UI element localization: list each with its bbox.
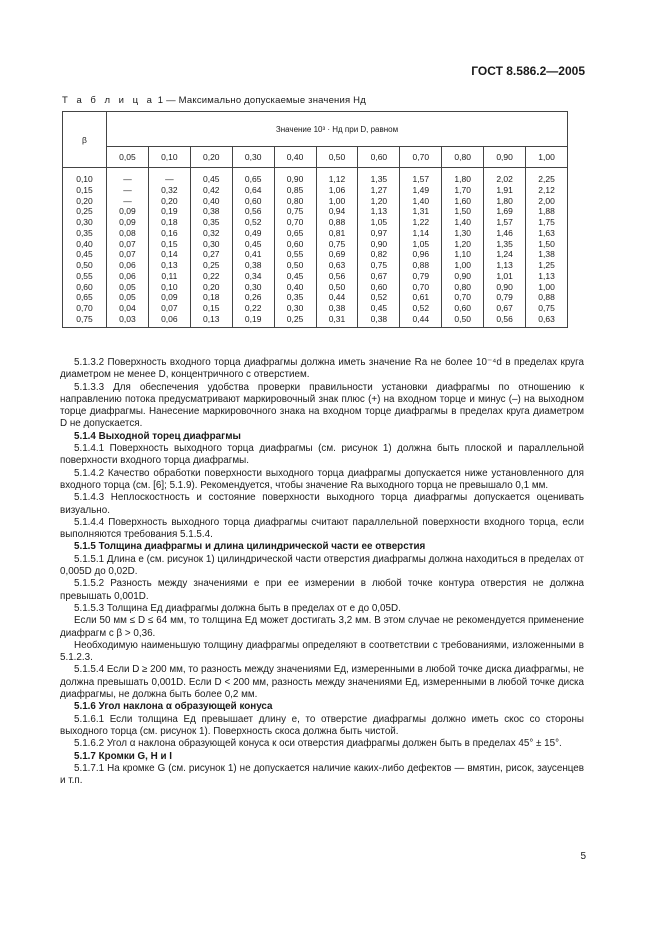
table-col-header: 0,60: [358, 147, 400, 168]
table-col-header: 0,20: [190, 147, 232, 168]
paragraph: 5.1.4.4 Поверхность выходного торца диафрагмы считают параллельной поверхности входного торца, если выполняются требования 5.1.5.4.: [60, 516, 584, 541]
table-col-header: 0,30: [232, 147, 274, 168]
paragraph: 5.1.6.1 Если толщина Eд превышает длину e, то отверстие диафрагмы должно иметь скос со стороны выходного торца (см. рисунок 1). Поверхность скоса должна быть чистой.: [60, 713, 584, 737]
table-col-header: 0,70: [400, 147, 442, 168]
table-col-header: 0,50: [316, 147, 358, 168]
paragraph: 5.1.6.2 Угол α наклона образующей конуса к оси отверстия диафрагмы должен быть в пределах 45° ± 15°.: [74, 738, 562, 750]
paragraph: 5.1.7.1 На кромке G (см. рисунок 1) не допускается наличие каких-либо дефектов — вмятин, рисок, заусенцев и т.п.: [60, 762, 584, 787]
table-col-header: 1,00: [526, 147, 568, 168]
paragraph: 5.1.5.1 Длина e (см. рисунок 1) цилиндрической части отверстия диафрагмы должна находиться в пределах от 0,005D до 0,02D.: [60, 553, 584, 578]
paragraph: 5.1.4.2 Качество обработки поверхности выходного торца диафрагмы допускается ниже установленного для входного торца (см. [6]; 5.1.9). Рекомендуется, чтобы значение Ra выходного торца не превышало 0,1 мм.: [60, 467, 584, 491]
table-col-header: 0,90: [484, 147, 526, 168]
paragraph: Если 50 мм ≤ D ≤ 64 мм, то толщина Eд может достигать 3,2 мм. В этом случае не рекомендуется применение диафрагм с β > 0,36.: [60, 615, 584, 639]
table-col-header: 0,05: [107, 147, 149, 168]
section-heading: 5.1.6 Угол наклона α образующей конуса: [74, 701, 273, 713]
table-data-column: 2,02 1,91 1,80 1,69 1,57 1,46 1,35 1,24 1,13 1,01 0,90 0,79 0,67 0,56: [484, 168, 526, 328]
paragraph: Необходимую наименьшую толщину диафрагмы определяют в соответствии с требованиями, изложенными в 5.1.2.3.: [60, 639, 584, 664]
section-heading: 5.1.7 Кромки G, H и I: [74, 750, 173, 762]
paragraph: 5.1.4.3 Неплоскостность и состояние поверхности выходного торца диафрагмы допускается оценивать визуально.: [60, 492, 584, 516]
table-caption-prefix: Т а б л и ц а: [62, 95, 155, 106]
table-caption: [62, 95, 366, 106]
table-data-column: — — — 0,09 0,09 0,08 0,07 0,07 0,06 0,06 0,05 0,05 0,04 0,03: [107, 168, 149, 328]
table-data-column: 1,57 1,49 1,40 1,31 1,22 1,14 1,05 0,96 0,88 0,79 0,70 0,61 0,52 0,44: [400, 168, 442, 328]
max-roughness-table: [62, 111, 568, 328]
table-data-column: 0,45 0,42 0,40 0,38 0,35 0,32 0,30 0,27 0,25 0,22 0,20 0,18 0,15 0,13: [190, 168, 232, 328]
table-data-column: 0,90 0,85 0,80 0,75 0,70 0,65 0,60 0,55 0,50 0,45 0,40 0,35 0,30 0,25: [274, 168, 316, 328]
table-header-group: Значение 10³ · Hд при D, равном: [107, 112, 568, 147]
table-data-column: — 0,32 0,20 0,19 0,18 0,16 0,15 0,14 0,13 0,11 0,10 0,09 0,07 0,06: [148, 168, 190, 328]
table-data-column: 1,35 1,27 1,20 1,13 1,05 0,97 0,90 0,82 0,75 0,67 0,60 0,52 0,45 0,38: [358, 168, 400, 328]
table-caption-text: 1 — Максимально допускаемые значения Hд: [157, 95, 366, 106]
document-body: [60, 357, 584, 787]
paragraph: 5.1.5.3 Толщина Eд диафрагмы должна быть в пределах от e до 0,05D.: [74, 602, 401, 614]
paragraph: 5.1.5.2 Разность между значениями e при ее измерении в любой точке контура отверстия не должна превышать 0,001D.: [60, 578, 584, 602]
table-col-header: 0,80: [442, 147, 484, 168]
section-heading: 5.1.5 Толщина диафрагмы и длина цилиндрической части ее отверстия: [74, 541, 426, 553]
table-data-column: 1,12 1,06 1,00 0,94 0,88 0,81 0,75 0,69 0,63 0,56 0,50 0,44 0,38 0,31: [316, 168, 358, 328]
table-col-header: 0,40: [274, 147, 316, 168]
paragraph: 5.1.5.4 Если D ≥ 200 мм, то разность между значениями Eд, измеренными в любой точке диска диафрагмы, не должна превышать 0,001D. Если D < 200 мм, разность между значениями Eд, измеренными в любой точке диска диафрагмы, не должна быть более 0,2 мм.: [60, 664, 584, 701]
document-header: ГОСТ 8.586.2—2005: [471, 64, 585, 78]
page-number: 5: [580, 851, 586, 862]
table-data-column: 1,80 1,70 1,60 1,50 1,40 1,30 1,20 1,10 1,00 0,90 0,80 0,70 0,60 0,50: [442, 168, 484, 328]
table-data-column: 2,25 2,12 2,00 1,88 1,75 1,63 1,50 1,38 1,25 1,13 1,00 0,88 0,75 0,63: [526, 168, 568, 328]
table-data-column: 0,65 0,64 0,60 0,56 0,52 0,49 0,45 0,41 0,38 0,34 0,30 0,26 0,22 0,19: [232, 168, 274, 328]
table-beta-column: 0,10 0,15 0,20 0,25 0,30 0,35 0,40 0,45 0,50 0,55 0,60 0,65 0,70 0,75: [63, 168, 107, 328]
table-header-beta: β: [63, 112, 107, 168]
section-heading: 5.1.4 Выходной торец диафрагмы: [74, 430, 241, 442]
table-col-header: 0,10: [148, 147, 190, 168]
paragraph: 5.1.3.3 Для обеспечения удобства проверки правильности установки диафрагмы по отношению к направлению потока предусматривают маркировочный знак плюс (+) на входном торце и минус (–) на выходном торце диафрагмы. Нанесение маркировочного знака на входном торце диафрагмы в пределах круга диаметром D не допускается.: [60, 381, 584, 430]
paragraph: 5.1.3.2 Поверхность входного торца диафрагмы должна иметь значение Ra не более 10⁻⁴d в пределах круга диаметром не менее D, концентричного с отверстием.: [60, 357, 584, 381]
paragraph: 5.1.4.1 Поверхность выходного торца диафрагмы (см. рисунок 1) должна быть плоской и параллельной поверхности входного торца диафрагмы.: [60, 443, 584, 467]
